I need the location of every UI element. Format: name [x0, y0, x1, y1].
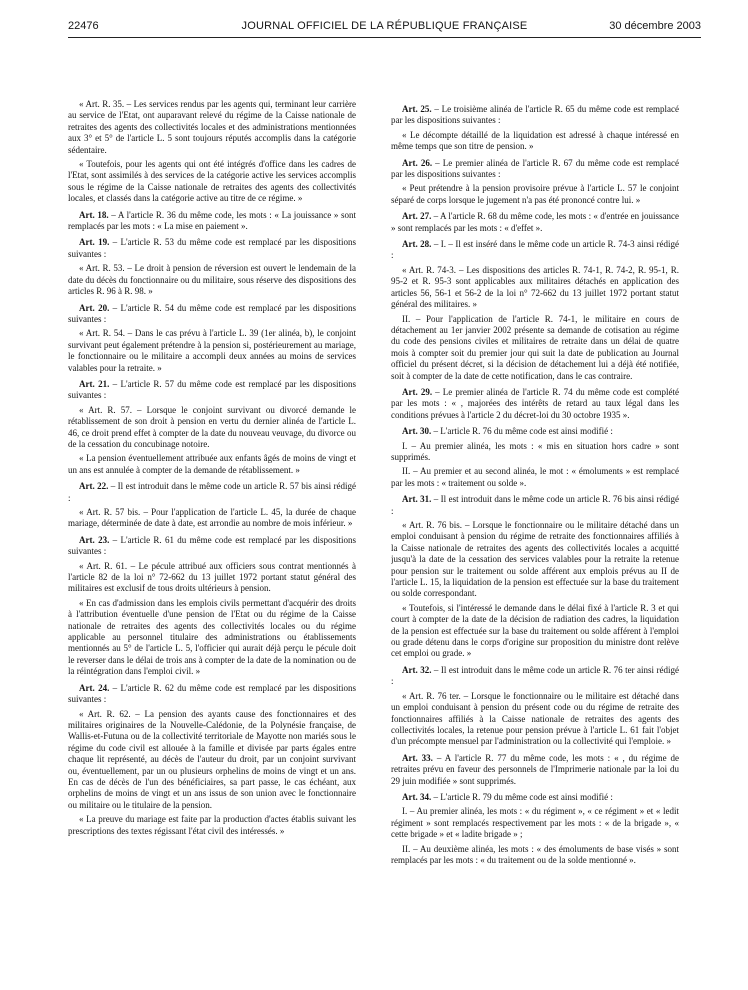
article-heading: Art. 34. [402, 791, 432, 802]
right-column [391, 99, 679, 984]
article-heading: Art. 32. [402, 664, 432, 675]
paragraph [68, 481, 356, 504]
paragraph-text: – L'article R. 53 du même code est remplacé par les dispositions suivantes : [68, 237, 356, 259]
paragraph-text: – L'article R. 79 du même code est ainsi modifié : [431, 791, 613, 802]
paragraph [68, 159, 356, 205]
paragraph [68, 683, 356, 706]
paragraph-text: – Le premier alinéa de l'article R. 67 du même code est remplacé par les dispositions suivantes : [391, 157, 679, 180]
paragraph-text: I. – Au premier alinéa, les mots : « du régiment », « ce régiment » et « ledit régiment » sont remplacés respectivement par les mots : « de la brigade », « cette brigade » et « ladite brigade » ; [391, 806, 679, 840]
page-number: 22476 [68, 20, 99, 32]
left-column [68, 99, 356, 984]
paragraph [391, 130, 679, 153]
paragraph-text: « La pension éventuellement attribuée aux enfants âgés de moins de vingt et un ans est annulée à compter de la demande de rétablissement. » [68, 453, 356, 475]
paragraph [391, 387, 679, 421]
article-heading: Art. 29. [402, 386, 433, 397]
paragraph [391, 441, 679, 464]
paragraph-text: – L'article R. 62 du même code est remplacé par les dispositions suivantes : [68, 682, 356, 705]
article-heading: Art. 31. [402, 494, 432, 505]
paragraph-text: – A l'article R. 77 du même code, les mots : « , du régime de retraites prévu en faveur des personnels de l'Imprimerie nationale par la loi du 29 juin modifiée » sont supprimés. [391, 752, 679, 786]
paragraph [391, 104, 679, 127]
article-heading: Art. 18. [79, 209, 109, 220]
paragraph [391, 603, 679, 660]
paragraph-text: – L'article R. 76 du même code est ainsi modifié : [431, 426, 613, 437]
article-heading: Art. 26. [402, 157, 433, 168]
paragraph [68, 598, 356, 678]
article-heading: Art. 20. [79, 302, 110, 313]
paragraph [68, 405, 356, 451]
article-heading: Art. 30. [402, 426, 432, 437]
paragraph-text: « La preuve du mariage est faite par la production d'actes établis suivant les prescriptions des textes régissant l'état civil des intéressés. » [68, 814, 356, 836]
paragraph-text: – L'article R. 54 du même code est remplacé par les dispositions suivantes : [68, 302, 356, 324]
article-heading: Art. 25. [402, 104, 432, 114]
issue-date: 30 décembre 2003 [609, 20, 701, 32]
paragraph-text: « Art. R. 76 ter. – Lorsque le fonctionnaire ou le militaire est détaché dans un emploi conduisant à pension du présent code ou du régime de retraite des fonctionnaires affiliés à la Caisse nationale de retraites des agents des collectivités locales, la retenue pour pension prévue à l'article L. 61 fait l'objet d'un précompte mensuel par l'administration ou la collectivité qui l'emploie. » [391, 690, 679, 747]
page-header [68, 20, 701, 36]
paragraph-text: – Le troisième alinéa de l'article R. 65 du même code est remplacé par les dispositions suivantes : [391, 104, 679, 126]
header-rule [68, 37, 701, 38]
paragraph [68, 379, 356, 402]
paragraph-text: I. – Au premier alinéa, les mots : « mis en situation hors cadre » sont supprimés. [391, 440, 679, 462]
paragraph-text: – Il est introduit dans le même code un article R. 76 bis ainsi rédigé : [391, 494, 679, 516]
paragraph [391, 211, 679, 234]
paragraph-text: « Art. R. 35. – Les services rendus par les agents qui, terminant leur carrière au service de l'Etat, ont auparavant relevé du régime de la Caisse nationale de retraites des agents des collectivités locales et des administrations mentionnées aux 3° et 5° de l'article L. 5 sont toujours réputés accomplis dans la catégorie sédentaire. [68, 99, 356, 155]
paragraph-text: II. – Pour l'application de l'article R. 74-1, le militaire en cours de détachement au 1er janvier 2002 présente sa demande de cotisation au régime du code des pensions civiles et militaires de retraite dans un délai de quatre mois à compter soit du premier jour qui suit la date de publication au Journal officiel du présent décret, si la décision de détachement lui a déjà été notifiée, soit à compter de la date de cette notification, dans le cas contraire. [391, 313, 679, 381]
paragraph [68, 99, 356, 156]
paragraph-text: « Art. R. 62. – La pension des ayants cause des fonctionnaires et des militaires originaires de la Nouvelle-Calédonie, de la Polynésie française, de Wallis-et-Futuna ou de la collectivité territoriale de Mayotte non mariés sous le régime du code civil est allouée à la famille et divisée par parts égales entre chaque lit représenté, au décès de l'auteur du droit, par un conjoint survivant ou, éventuellement, par un ou plusieurs orphelins de moins de vingt et un ans. En cas de décès de l'un des bénéficiaires, sa part passe, le cas échéant, aux orphelins de moins de vingt et un ans issus de son union avec le fonctionnaire ou militaire ou le titulaire de la pension. [68, 708, 356, 810]
paragraph [391, 314, 679, 382]
article-heading: Art. 19. [79, 237, 110, 248]
paragraph-text: « Art. R. 57 bis. – Pour l'application de l'article L. 45, la durée de chaque mariage, déterminée de date à date, est arrondie au nombre de mois inférieur. » [68, 507, 356, 529]
paragraph-text: – Le premier alinéa de l'article R. 74 du même code est complété par les mots : « , majorées des intérêts de retard au taux légal dans les conditions prévues à l'article 2 du décret-loi du 30 octobre 1935 ». [391, 386, 679, 420]
paragraph [391, 665, 679, 688]
paragraph-text: « Le décompte détaillé de la liquidation est adressé à chaque intéressé en même temps que son titre de pension. » [391, 129, 679, 152]
paragraph [391, 520, 679, 600]
paragraph-text: « Peut prétendre à la pension provisoire prévue à l'article L. 57 le conjoint séparé de corps lorsque le jugement n'a pas été prononcé contre lui. » [391, 183, 679, 205]
paragraph [391, 753, 679, 787]
paragraph-text: II. – Au deuxième alinéa, les mots : « des émoluments de base visés » sont remplacés par les mots : « du traitement ou de la solde mentionné ». [391, 843, 679, 865]
paragraph [391, 792, 679, 803]
paragraph-text: – Il est introduit dans le même code un article R. 57 bis ainsi rédigé : [68, 481, 356, 503]
paragraph [391, 806, 679, 840]
article-heading: Art. 24. [79, 682, 110, 693]
paragraph [391, 239, 679, 262]
paragraph-text: – L'article R. 57 du même code est remplacé par les dispositions suivantes : [68, 378, 356, 401]
paragraph-text: « Art. R. 74-3. – Les dispositions des articles R. 74-1, R. 74-2, R. 95-1, R. 95-2 et R. 95-3 sont applicables aux militaires détachés en application des articles 56, 56-1 et 56-2 de la loi n° 72-662 du 13 juillet 1972 portant statut général des militaires. » [391, 264, 679, 310]
paragraph [391, 265, 679, 311]
paragraph-text: « Toutefois, si l'intéressé le demande dans le délai fixé à l'article R. 3 et qui court à compter de la date de la décision de radiation des cadres, la liquidation de la pension est effectuée sur la base du traitement ou solde afférent à l'emploi ou grade détenu dans le corps d'origine sur proposition du ministre dont relève cet emploi ou grade. » [391, 602, 679, 659]
article-heading: Art. 22. [79, 481, 109, 492]
article-heading: Art. 21. [79, 378, 110, 389]
paragraph [391, 183, 679, 206]
article-heading: Art. 23. [79, 534, 110, 545]
article-heading: Art. 33. [402, 752, 433, 763]
paragraph [68, 328, 356, 374]
paragraph-text: « Art. R. 76 bis. – Lorsque le fonctionnaire ou le militaire détaché dans un emploi conduisant à pension du régime de retraite des fonctionnaires affiliés à la Caisse nationale de retraites des agents des collectivités locales a acquitté jusqu'à la date de la cessation des services valables pour la retraite la retenue pour pension sur le traitement ou solde afférent aux emplois prévus au II de l'article L. 15, la liquidation de la pension est effectuée sur la base du traitement ou solde correspondant. [391, 520, 679, 599]
paragraph-text: « Art. R. 54. – Dans le cas prévu à l'article L. 39 (1er alinéa, b), le conjoint survivant peut également prétendre à la pension si, postérieurement au mariage, le fonctionnaire ou le militaire a accompli deux années au moins de services valables pour la retraite. » [68, 328, 356, 373]
paragraph-text: – Il est introduit dans le même code un article R. 76 ter ainsi rédigé : [391, 664, 679, 687]
paragraph-text: – A l'article R. 68 du même code, les mots : « d'entrée en jouissance » sont remplacés par les mots : « d'effet ». [391, 211, 679, 233]
paragraph-text: – I. – Il est inséré dans le même code un article R. 74-3 ainsi rédigé : [391, 239, 679, 261]
paragraph [68, 303, 356, 326]
paragraph-text: « Art. R. 61. – Le pécule attribué aux officiers sous contrat mentionnés à l'article 82 de la loi n° 72-662 du 13 juillet 1972 portant statut général des militaires est exclusif de tous droits ultérieurs à pension. [68, 560, 356, 594]
paragraph [68, 210, 356, 233]
paragraph [68, 535, 356, 558]
paragraph-text: « Art. R. 53. – Le droit à pension de réversion est ouvert le lendemain de la date du décès du fonctionnaire ou du militaire, sous réserve des dispositions des articles R. 96 à R. 98. » [68, 263, 356, 297]
paragraph [391, 494, 679, 517]
paragraph [68, 561, 356, 595]
paragraph-text: II. – Au premier et au second alinéa, le mot : « émoluments » est remplacé par les mots : « traitement ou solde ». [391, 466, 679, 488]
journal-title: JOURNAL OFFICIEL DE LA RÉPUBLIQUE FRANÇAISE [241, 20, 528, 32]
paragraph-text: – A l'article R. 36 du même code, les mots : « La jouissance » sont remplacés par les mots : « La mise en paiement ». [68, 209, 356, 232]
paragraph-text: – L'article R. 61 du même code est remplacé par les dispositions suivantes : [68, 534, 356, 557]
paragraph-text: « En cas d'admission dans les emplois civils permettant d'acquérir des droits à l'attribution éventuelle d'une pension de l'Etat ou du régime de la Caisse nationale de retraites des agents des collectivités locales ou du régime applicable au personnel titulaire des administrations ou établissements mentionnés au 5° de l'article L. 5, l'officier qui aurait déjà perçu le pécule doit le reverser dans le délai de trois ans à compter de la date de la nomination ou de la réintégration dans l'emploi civil. » [68, 597, 356, 677]
article-heading: Art. 28. [402, 239, 432, 250]
paragraph [391, 844, 679, 867]
paragraph [68, 709, 356, 812]
paragraph [68, 814, 356, 837]
paragraph [391, 466, 679, 489]
paragraph-text: « Toutefois, pour les agents qui ont été intégrés d'office dans les cadres de l'Etat, sont assimilés à des services de la catégorie active les services accomplis sous le régime de la Caisse nationale de retraites des agents des collectivités locales, et classés dans la catégorie active au titre de ce régime. » [68, 159, 356, 204]
paragraph [391, 158, 679, 181]
paragraph [68, 237, 356, 260]
paragraph [391, 426, 679, 437]
paragraph [68, 263, 356, 297]
paragraph [391, 691, 679, 748]
paragraph [68, 453, 356, 476]
paragraph-text: « Art. R. 57. – Lorsque le conjoint survivant ou divorcé demande le rétablissement de son droit à pension en vertu du dernier alinéa de l'article L. 46, ce droit prend effet à compter de la date du nouveau veuvage, du divorce ou de la cessation du concubinage notoire. [68, 404, 356, 449]
article-heading: Art. 27. [402, 211, 432, 222]
paragraph [68, 507, 356, 530]
